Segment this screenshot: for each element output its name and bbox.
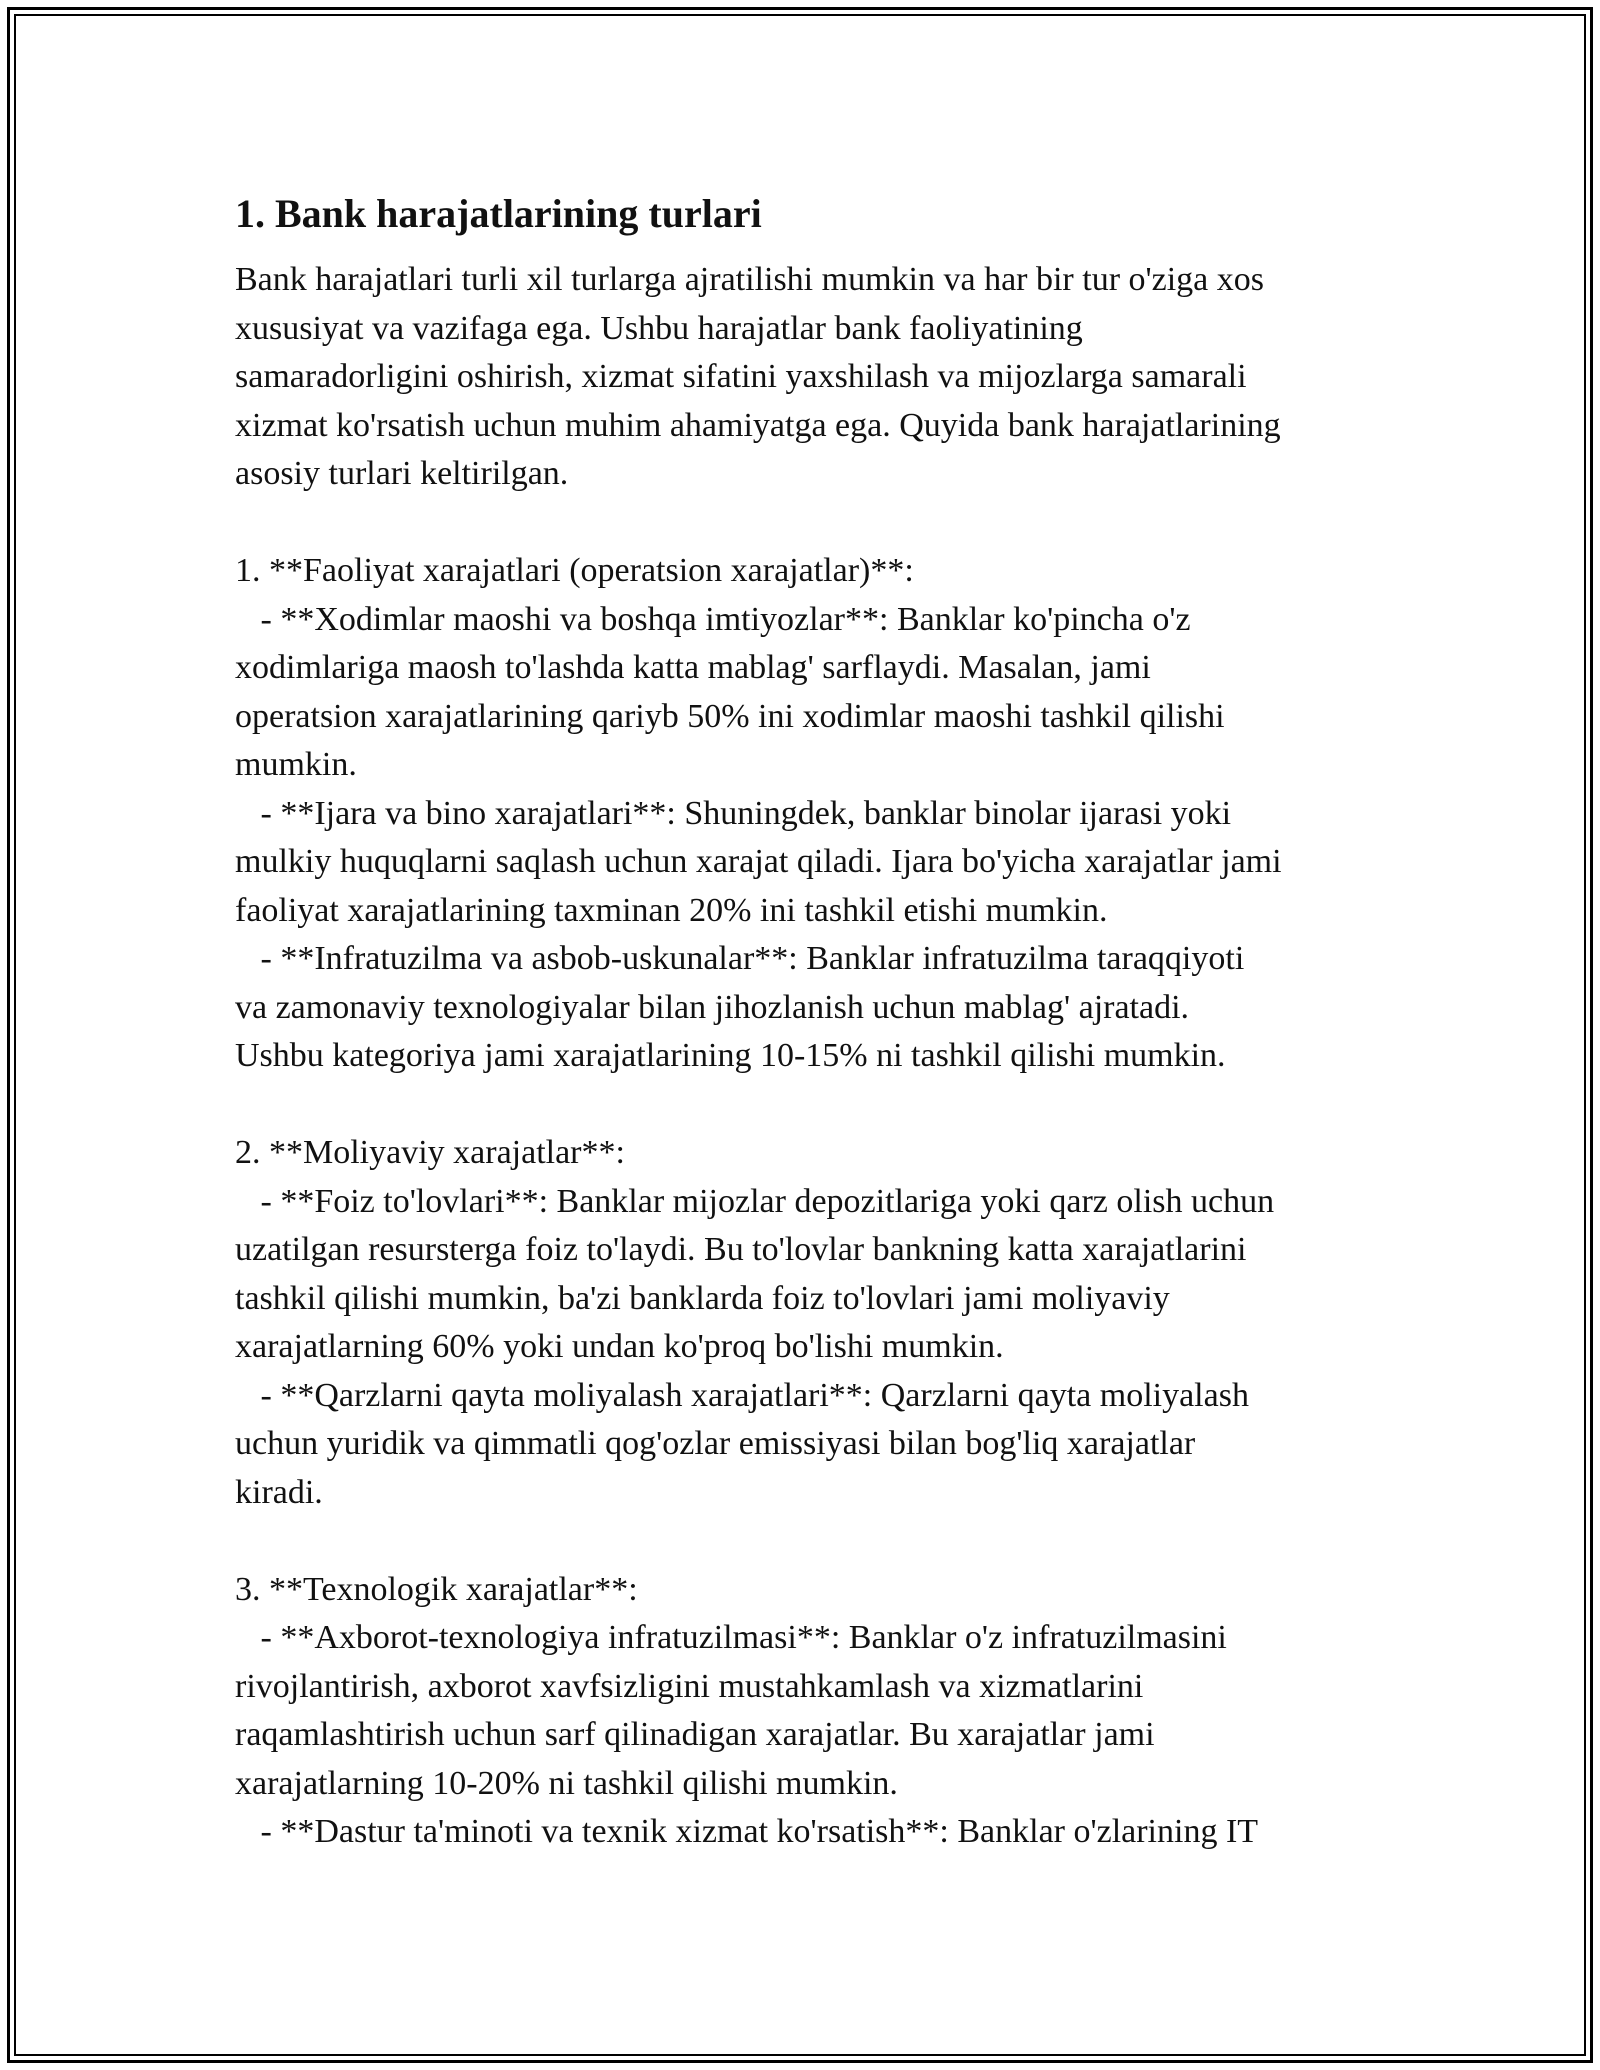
text-line: - **Xodimlar maoshi va boshqa imtiyozlar**: Banklar ko'pincha o'z bbox=[235, 600, 1191, 638]
text-line: xarajatlarning 60% yoki undan ko'proq bo'lishi mumkin. bbox=[235, 1328, 1004, 1365]
text-line: xususiyat va vazifaga ega. Ushbu harajatlar bank faoliyatining bbox=[235, 309, 1083, 347]
text-line: va zamonaviy texnologiyalar bilan jihozlanish uchun mablag' ajratadi. bbox=[235, 988, 1190, 1026]
text-line: samaradorligini oshirish, xizmat sifatini yaxshilash va mijozlarga samarali bbox=[235, 358, 1247, 395]
text-line: asosiy turlari keltirilgan. bbox=[235, 455, 569, 492]
text-line: - **Dastur ta'minoti va texnik xizmat ko'rsatish**: Banklar o'zlarining IT bbox=[235, 1813, 1259, 1850]
text-line: uzatilgan resursterga foiz to'laydi. Bu to'lovlar bankning katta xarajatlarini bbox=[235, 1231, 1247, 1268]
text-line: raqamlashtirish uchun sarf qilinadigan xarajatlar. Bu xarajatlar jami bbox=[235, 1716, 1155, 1753]
section-heading: 1. Bank harajatlarining turlari bbox=[235, 191, 762, 236]
body-text bbox=[235, 256, 1375, 1857]
text-line: - **Infratuzilma va asbob-uskunalar**: Banklar infratuzilma taraqqiyoti bbox=[235, 940, 1245, 977]
text-line: 1. **Faoliyat xarajatlari (operatsion xarajatlar)**: bbox=[235, 552, 914, 589]
text-line: xodimlariga maosh to'lashda katta mablag' sarflaydi. Masalan, jami bbox=[235, 649, 1151, 686]
document-body bbox=[235, 186, 1375, 1857]
text-line: kiradi. bbox=[235, 1473, 323, 1511]
text-line: Bank harajatlari turli xil turlarga ajratilishi mumkin va har bir tur o'ziga xos bbox=[235, 261, 1264, 298]
text-line: tashkil qilishi mumkin, ba'zi banklarda foiz to'lovlari jami moliyaviy bbox=[235, 1279, 1170, 1317]
text-line: - **Qarzlarni qayta moliyalash xarajatlari**: Qarzlarni qayta moliyalash bbox=[235, 1376, 1249, 1414]
text-line: faoliyat xarajatlarining taxminan 20% ini tashkil etishi mumkin. bbox=[235, 891, 1108, 929]
text-line: - **Foiz to'lovlari**: Banklar mijozlar depozitlariga yoki qarz olish uchun bbox=[235, 1182, 1275, 1220]
text-line: mumkin. bbox=[235, 746, 357, 783]
text-line: 3. **Texnologik xarajatlar**: bbox=[235, 1570, 638, 1608]
blank-line bbox=[235, 499, 1375, 548]
text-line: - **Ijara va bino xarajatlari**: Shuningdek, banklar binolar ijarasi yoki bbox=[235, 794, 1232, 832]
text-line: mulkiy huquqlarni saqlash uchun xarajat qiladi. Ijara bo'yicha xarajatlar jami bbox=[235, 843, 1282, 880]
text-line: - **Axborot-texnologiya infratuzilmasi**: Banklar o'z infratuzilmasini bbox=[235, 1619, 1227, 1656]
text-line: 2. **Moliyaviy xarajatlar**: bbox=[235, 1134, 625, 1171]
text-line: operatsion xarajatlarining qariyb 50% ini xodimlar maoshi tashkil qilishi bbox=[235, 697, 1225, 735]
text-line: xarajatlarning 10-20% ni tashkil qilishi mumkin. bbox=[235, 1764, 898, 1802]
blank-line bbox=[235, 1081, 1375, 1130]
text-line: rivojlantirish, axborot xavfsizligini mustahkamlash va xizmatlarini bbox=[235, 1667, 1144, 1705]
text-line: xizmat ko'rsatish uchun muhim ahamiyatga ega. Quyida bank harajatlarining bbox=[235, 406, 1281, 444]
text-line: Ushbu kategoriya jami xarajatlarining 10-15% ni tashkil qilishi mumkin. bbox=[235, 1037, 1226, 1074]
blank-line bbox=[235, 1517, 1375, 1566]
text-line: uchun yuridik va qimmatli qog'ozlar emissiyasi bilan bog'liq xarajatlar bbox=[235, 1425, 1196, 1462]
